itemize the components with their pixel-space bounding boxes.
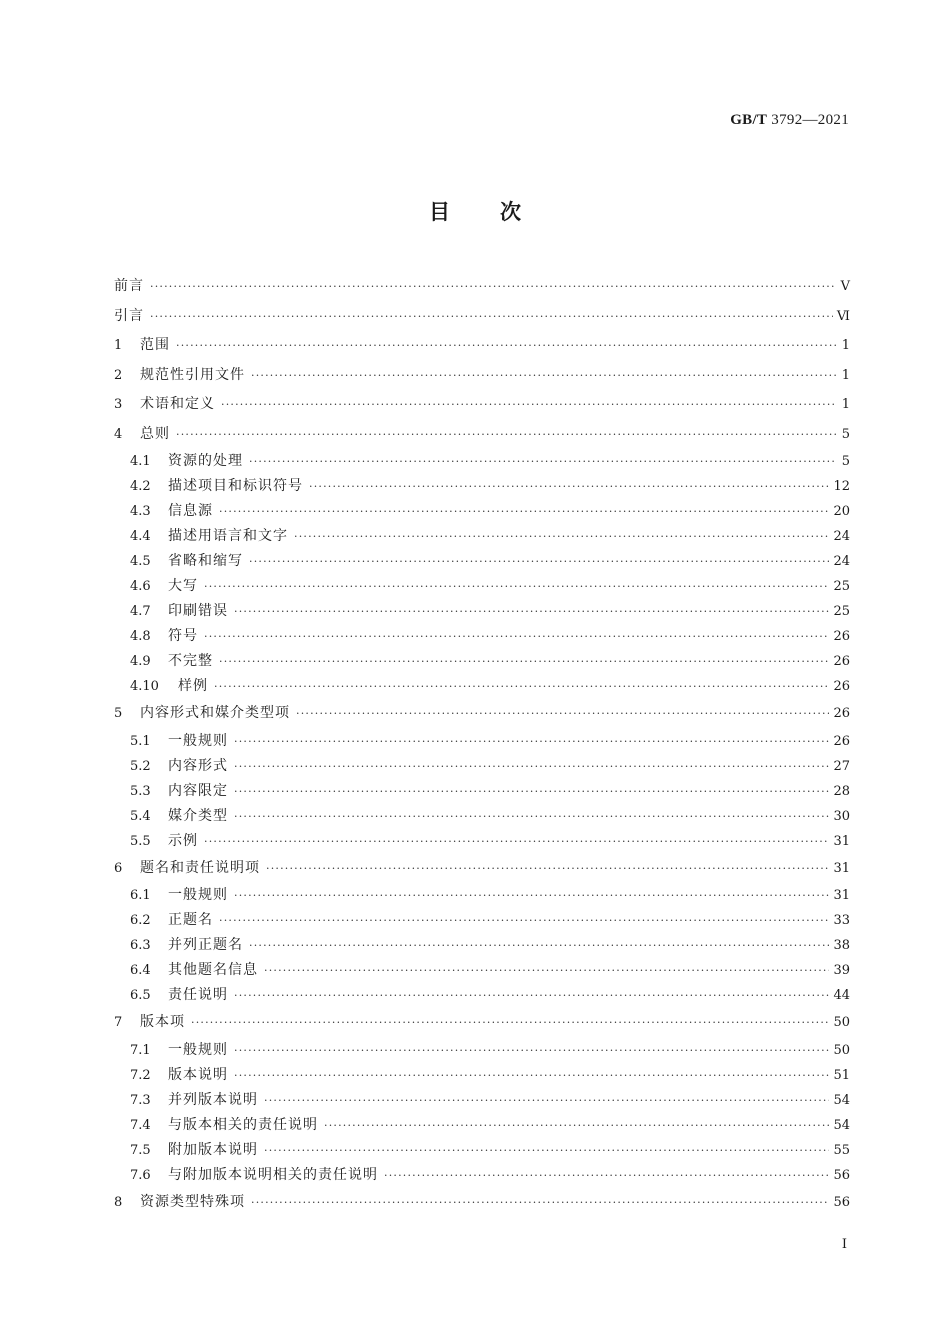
toc-entry-number: 2 <box>114 367 123 383</box>
toc-entry[interactable] <box>114 302 850 332</box>
toc-entry[interactable] <box>114 331 850 361</box>
toc-entry-page: 56 <box>833 1167 850 1183</box>
toc-entry-page: 30 <box>833 808 850 824</box>
toc-entry-number: 6.2 <box>130 913 151 928</box>
toc-entry-page: 25 <box>833 579 850 594</box>
toc-entry-number: 6.3 <box>130 938 151 953</box>
toc-entry-number: 7 <box>114 1015 123 1030</box>
toc-leader-dots <box>251 361 836 391</box>
toc-entry[interactable] <box>114 699 850 729</box>
toc-entry[interactable] <box>114 674 850 699</box>
toc-entry-page: Ⅵ <box>836 308 850 324</box>
toc-entry-number: 7.1 <box>130 1042 151 1058</box>
toc-entry-number: 6.4 <box>130 963 151 978</box>
toc-entry-page: 1 <box>841 397 850 412</box>
toc-entry-label: 一般规则 <box>168 732 228 749</box>
toc-leader-dots <box>249 933 829 958</box>
toc-entry-number: 4.3 <box>130 504 151 519</box>
toc-entry-page: 24 <box>833 529 850 544</box>
toc-entry[interactable] <box>114 361 850 391</box>
toc-entry-label: 省略和缩写 <box>168 553 243 569</box>
toc-entry-label: 版本说明 <box>168 1066 228 1083</box>
toc-entry-label: 一般规则 <box>168 1041 228 1058</box>
toc-entry-number: 4 <box>114 426 123 442</box>
toc-leader-dots <box>219 649 829 674</box>
toc-entry-label: 印刷错误 <box>168 603 228 619</box>
toc-entry-page: 51 <box>833 1067 850 1083</box>
toc-entry-label: 并列正题名 <box>168 937 243 953</box>
toc-leader-dots <box>251 1188 829 1218</box>
toc-entry-page: 55 <box>833 1142 850 1158</box>
toc-entry[interactable] <box>114 549 850 574</box>
toc-entry-page: 56 <box>833 1194 850 1210</box>
toc-entry[interactable] <box>114 854 850 884</box>
toc-entry-number: 7.6 <box>130 1167 151 1183</box>
toc-entry[interactable] <box>114 449 850 474</box>
toc-entry-page: 1 <box>841 338 850 353</box>
toc-entry[interactable] <box>114 1188 850 1218</box>
toc-entry-label: 描述项目和标识符号 <box>168 478 303 494</box>
toc-leader-dots <box>150 302 833 332</box>
toc-entry-page: 38 <box>833 938 850 953</box>
toc-entry-number: 5.2 <box>130 758 151 774</box>
toc-entry-page: 26 <box>833 706 850 721</box>
toc-entry[interactable] <box>114 933 850 958</box>
toc-leader-dots <box>176 331 836 361</box>
toc-entry-page: 31 <box>833 888 850 903</box>
toc-entry-number: 4.9 <box>130 654 151 669</box>
toc-entry-page: 33 <box>833 913 850 928</box>
toc-entry-page: 50 <box>833 1015 850 1030</box>
toc-leader-dots <box>264 958 829 983</box>
toc-leader-dots <box>234 983 829 1008</box>
toc-entry[interactable] <box>114 574 850 599</box>
toc-entry-number: 4.4 <box>130 529 151 544</box>
toc-entry-label: 与附加版本说明相关的责任说明 <box>168 1166 378 1183</box>
toc-entry-label: 资源类型特殊项 <box>140 1193 245 1210</box>
toc-entry-label: 并列版本说明 <box>168 1091 258 1108</box>
toc-entry[interactable] <box>114 1063 850 1088</box>
toc-entry[interactable] <box>114 649 850 674</box>
toc-entry-label: 引言 <box>114 307 144 324</box>
toc-entry-number: 3 <box>114 397 123 412</box>
toc-entry-page: 39 <box>833 963 850 978</box>
toc-entry-number: 6.5 <box>130 988 151 1003</box>
toc-entry-label: 附加版本说明 <box>168 1141 258 1158</box>
toc-entry-label: 前言 <box>114 278 144 294</box>
toc-leader-dots <box>249 449 836 474</box>
standard-prefix: GB/T <box>730 112 768 128</box>
toc-entry-page: 26 <box>833 679 850 694</box>
toc-entry-label: 题名和责任说明项 <box>140 859 260 876</box>
toc-entry[interactable] <box>114 499 850 524</box>
toc-entry[interactable] <box>114 1008 850 1038</box>
toc-entry-label: 内容限定 <box>168 782 228 799</box>
toc-entry-page: Ⅴ <box>840 279 850 294</box>
toc-entry-label: 信息源 <box>168 503 213 519</box>
toc-entry-label: 术语和定义 <box>140 396 215 412</box>
toc-leader-dots <box>309 474 829 499</box>
toc-entry-number: 4.2 <box>130 479 151 494</box>
toc-leader-dots <box>234 1063 829 1088</box>
toc-leader-dots <box>234 779 829 804</box>
toc-leader-dots <box>249 549 829 574</box>
toc-leader-dots <box>266 854 829 884</box>
toc-entry-label: 责任说明 <box>168 987 228 1003</box>
toc-entry-page: 26 <box>833 629 850 644</box>
page-number: Ⅰ <box>841 1237 847 1252</box>
toc-leader-dots <box>234 883 829 908</box>
toc-entry-label: 其他题名信息 <box>168 962 258 978</box>
toc-entry[interactable] <box>114 829 850 854</box>
toc-entry-page: 5 <box>841 426 850 442</box>
toc-entry-page: 27 <box>833 758 850 774</box>
toc-entry-number: 7.4 <box>130 1117 151 1133</box>
toc-leader-dots <box>234 1038 829 1063</box>
toc-entry-label: 与版本相关的责任说明 <box>168 1116 318 1133</box>
toc-entry-page: 25 <box>833 604 850 619</box>
toc-entry-page: 28 <box>833 783 850 799</box>
toc-entry-number: 6 <box>114 860 123 876</box>
toc-entry[interactable] <box>114 624 850 649</box>
toc-leader-dots <box>264 1138 829 1163</box>
toc-entry-label: 一般规则 <box>168 887 228 903</box>
toc-entry-label: 内容形式 <box>168 757 228 774</box>
toc-entry-label: 内容形式和媒介类型项 <box>140 705 290 721</box>
toc-entry[interactable] <box>114 524 850 549</box>
toc-entry-label: 媒介类型 <box>168 807 228 824</box>
toc-entry-label: 描述用语言和文字 <box>168 528 288 544</box>
toc-entry[interactable] <box>114 804 850 829</box>
toc-entry-label: 资源的处理 <box>168 453 243 469</box>
toc-leader-dots <box>221 390 836 420</box>
toc-entry[interactable] <box>114 1163 850 1188</box>
toc-entry-number: 4.1 <box>130 454 151 469</box>
toc-entry-number: 1 <box>114 338 123 353</box>
toc-entry[interactable] <box>114 729 850 754</box>
toc-entry-label: 大写 <box>168 578 198 594</box>
toc-entry-number: 7.3 <box>130 1092 151 1108</box>
toc-entry[interactable] <box>114 958 850 983</box>
toc-entry-page: 24 <box>833 554 850 569</box>
toc-entry[interactable] <box>114 908 850 933</box>
standard-code <box>730 112 849 129</box>
toc-leader-dots <box>150 272 836 302</box>
page-title: 目次 <box>429 200 571 224</box>
toc-entry[interactable] <box>114 599 850 624</box>
toc-entry-page: 26 <box>833 654 850 669</box>
toc-entry-number: 5.1 <box>130 733 151 749</box>
toc-entry-number: 5.3 <box>130 783 151 799</box>
toc-entry-number: 4.8 <box>130 629 151 644</box>
toc-leader-dots <box>234 729 829 754</box>
toc-leader-dots <box>294 524 829 549</box>
toc-leader-dots <box>204 574 829 599</box>
toc-entry[interactable] <box>114 1038 850 1063</box>
toc-entry-label: 样例 <box>178 678 208 694</box>
toc-entry-page: 12 <box>833 479 850 494</box>
toc-entry-label: 符号 <box>168 628 198 644</box>
toc-entry-number: 4.10 <box>130 679 159 694</box>
toc-entry[interactable] <box>114 1138 850 1163</box>
toc-leader-dots <box>296 699 829 729</box>
toc-entry[interactable] <box>114 754 850 779</box>
toc-entry-label: 正题名 <box>168 912 213 928</box>
toc-entry-page: 54 <box>833 1092 850 1108</box>
toc-entry-number: 5.5 <box>130 833 151 849</box>
toc-entry[interactable] <box>114 1113 850 1138</box>
toc-entry-page: 50 <box>833 1042 850 1058</box>
toc-entry[interactable] <box>114 983 850 1008</box>
toc-leader-dots <box>204 624 829 649</box>
toc-entry[interactable] <box>114 390 850 420</box>
toc-entry[interactable] <box>114 883 850 908</box>
toc-leader-dots <box>384 1163 829 1188</box>
toc-entry-number: 4.6 <box>130 579 151 594</box>
toc-entry-page: 26 <box>833 733 850 749</box>
toc-leader-dots <box>191 1008 829 1038</box>
toc-entry-label: 示例 <box>168 832 198 849</box>
toc-entry-page: 5 <box>841 454 850 469</box>
toc-entry[interactable] <box>114 474 850 499</box>
toc-entry-label: 范围 <box>140 337 170 353</box>
toc-entry-page: 20 <box>833 504 850 519</box>
toc-entry-page: 31 <box>833 833 850 849</box>
toc-entry-label: 规范性引用文件 <box>140 366 245 383</box>
toc-entry-number: 7.5 <box>130 1142 151 1158</box>
toc-entry-number: 4.5 <box>130 554 151 569</box>
toc-entry-page: 1 <box>841 367 850 383</box>
toc-entry-number: 7.2 <box>130 1067 151 1083</box>
toc-leader-dots <box>264 1088 829 1113</box>
toc-entry-number: 8 <box>114 1194 123 1210</box>
toc-leader-dots <box>234 804 829 829</box>
toc-entry[interactable] <box>114 272 850 302</box>
toc-leader-dots <box>219 499 829 524</box>
toc-entry-page: 31 <box>833 860 850 876</box>
toc-entry[interactable] <box>114 420 850 450</box>
toc-entry-number: 5.4 <box>130 808 151 824</box>
toc-entry-label: 不完整 <box>168 653 213 669</box>
toc-leader-dots <box>204 829 829 854</box>
toc-entry[interactable] <box>114 779 850 804</box>
toc-entry-page: 44 <box>833 988 850 1003</box>
toc-entry-page: 54 <box>833 1117 850 1133</box>
toc-leader-dots <box>214 674 829 699</box>
toc-leader-dots <box>219 908 829 933</box>
standard-number: 3792—2021 <box>771 112 849 128</box>
toc-leader-dots <box>324 1113 829 1138</box>
toc-entry-label: 总则 <box>140 425 170 442</box>
toc-leader-dots <box>234 754 829 779</box>
toc-entry-number: 4.7 <box>130 604 151 619</box>
toc-entry-number: 6.1 <box>130 888 151 903</box>
toc-entry-label: 版本项 <box>140 1014 185 1030</box>
toc-entry[interactable] <box>114 1088 850 1113</box>
toc-entry-number: 5 <box>114 706 123 721</box>
toc-leader-dots <box>176 420 836 450</box>
toc-leader-dots <box>234 599 829 624</box>
table-of-contents <box>114 272 850 1217</box>
